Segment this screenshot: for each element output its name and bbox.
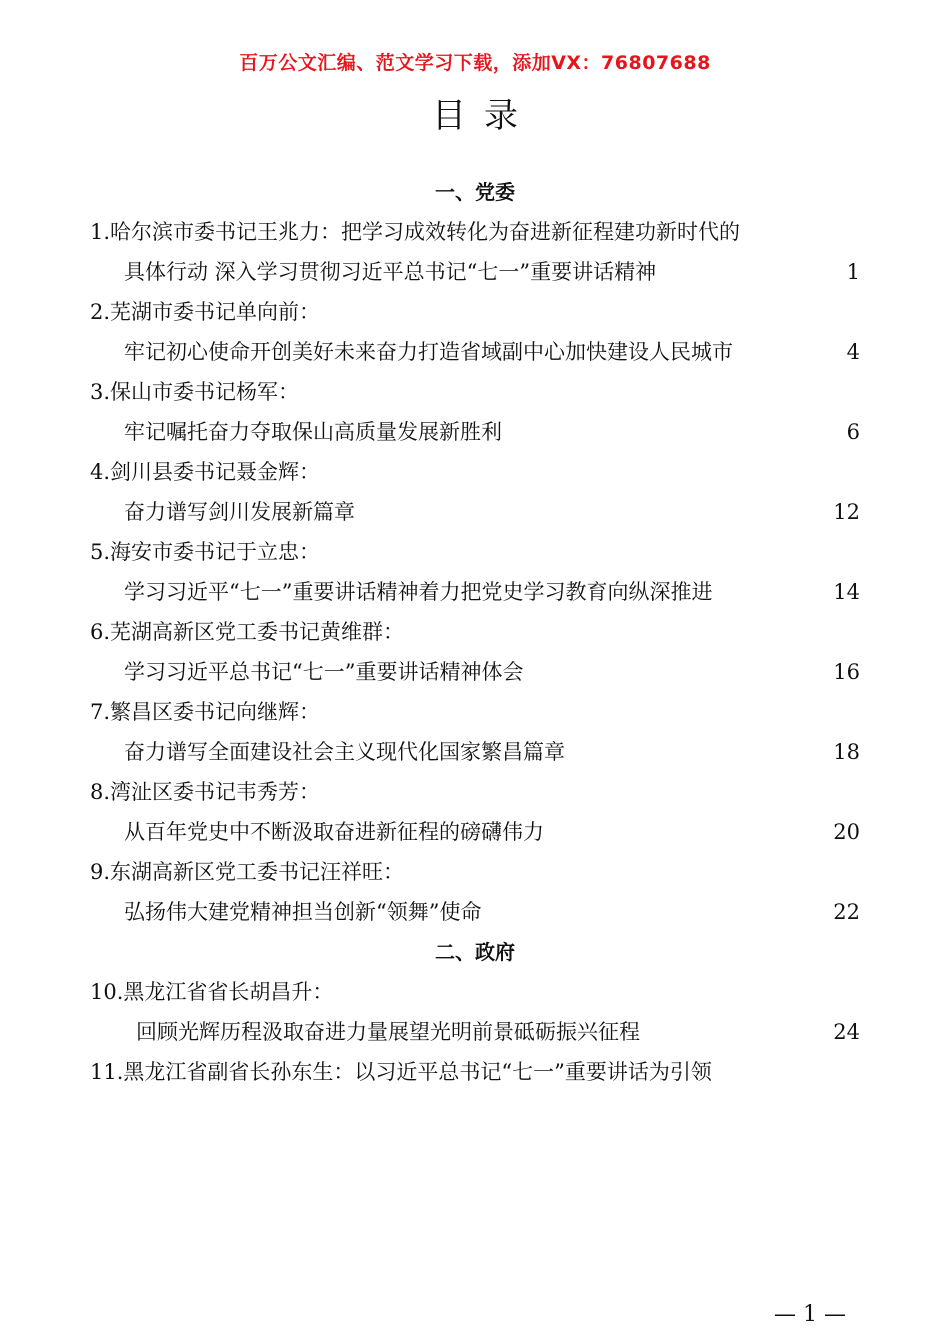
entry-title: 弘扬伟大建党精神担当创新“领舞”使命 bbox=[124, 900, 482, 924]
entry-title: 具体行动 深入学习贯彻习近平总书记“七一”重要讲话精神 bbox=[124, 260, 657, 284]
entry-number: 2. bbox=[90, 300, 111, 324]
entry-number: 7. bbox=[90, 700, 111, 724]
entry-author: 芜湖高新区党工委书记黄维群： bbox=[110, 620, 405, 644]
entry-author: 哈尔滨市委书记王兆力：把学习成效转化为奋进新征程建功新时代的 bbox=[110, 220, 741, 244]
entry-title: 从百年党史中不断汲取奋进新征程的磅礴伟力 bbox=[124, 820, 544, 844]
toc-entry bbox=[90, 532, 860, 612]
entry-title: 回顾光辉历程汲取奋进力量展望光明前景砥砺振兴征程 bbox=[136, 1020, 640, 1044]
toc-entry bbox=[90, 852, 860, 932]
entry-page: 16 bbox=[833, 660, 860, 684]
toc-entry bbox=[90, 292, 860, 372]
toc-entry bbox=[90, 212, 860, 292]
entry-page: 12 bbox=[833, 500, 860, 524]
entry-title: 学习习近平总书记“七一”重要讲话精神体会 bbox=[124, 660, 524, 684]
entry-author: 保山市委书记杨军： bbox=[110, 380, 300, 404]
entry-number: 6. bbox=[90, 620, 111, 644]
entry-author: 繁昌区委书记向继辉： bbox=[110, 700, 321, 724]
entry-author: 黑龙江省省长胡昌升： bbox=[123, 980, 334, 1004]
entry-author: 湾沚区委书记韦秀芳： bbox=[110, 780, 321, 804]
toc-entry bbox=[90, 1052, 860, 1092]
entry-page: 20 bbox=[833, 820, 860, 844]
toc-entry bbox=[90, 452, 860, 532]
entry-author: 剑川县委书记聂金辉： bbox=[110, 460, 321, 484]
watermark-text: 百万公文汇编、范文学习下载，添加VX：76807688 bbox=[239, 52, 711, 74]
entry-author: 海安市委书记于立忠： bbox=[110, 540, 321, 564]
page-title: 目录 bbox=[432, 96, 536, 136]
entry-number: 3. bbox=[90, 380, 111, 404]
entry-number: 5. bbox=[90, 540, 111, 564]
toc-entry bbox=[90, 772, 860, 852]
entry-page: 24 bbox=[833, 1020, 860, 1044]
entry-page: 18 bbox=[833, 740, 860, 764]
entry-page: 14 bbox=[833, 580, 860, 604]
entry-number: 8. bbox=[90, 780, 111, 804]
footer-page-number: — 1 — bbox=[774, 1302, 846, 1327]
entry-title: 牢记初心使命开创美好未来奋力打造省域副中心加快建设人民城市 bbox=[124, 340, 733, 364]
entry-title: 奋力谱写全面建设社会主义现代化国家繁昌篇章 bbox=[124, 740, 565, 764]
table-of-contents bbox=[90, 172, 860, 1092]
entry-author: 东湖高新区党工委书记汪祥旺： bbox=[110, 860, 405, 884]
entry-page: 6 bbox=[846, 420, 860, 444]
entry-author: 黑龙江省副省长孙东生：以习近平总书记“七一”重要讲话为引领 bbox=[123, 1060, 712, 1084]
entry-number: 4. bbox=[90, 460, 111, 484]
entry-number: 9. bbox=[90, 860, 111, 884]
entry-page: 1 bbox=[846, 260, 860, 284]
entry-title: 奋力谱写剑川发展新篇章 bbox=[124, 500, 355, 524]
section-heading-party: 一、党委 bbox=[435, 180, 515, 204]
entry-title: 牢记嘱托奋力夺取保山高质量发展新胜利 bbox=[124, 420, 502, 444]
entry-author: 芜湖市委书记单向前： bbox=[110, 300, 321, 324]
toc-entry bbox=[90, 612, 860, 692]
entry-page: 4 bbox=[846, 340, 860, 364]
toc-entry bbox=[90, 372, 860, 452]
entry-number: 10. bbox=[90, 980, 124, 1004]
entry-title: 学习习近平“七一”重要讲话精神着力把党史学习教育向纵深推进 bbox=[124, 580, 713, 604]
toc-entry bbox=[90, 972, 860, 1052]
entry-number: 11. bbox=[90, 1060, 124, 1084]
section-heading-government: 二、政府 bbox=[435, 940, 515, 964]
entry-number: 1. bbox=[90, 220, 111, 244]
entry-page: 22 bbox=[833, 900, 860, 924]
page-number-footer bbox=[0, 1302, 950, 1327]
toc-entry bbox=[90, 692, 860, 772]
